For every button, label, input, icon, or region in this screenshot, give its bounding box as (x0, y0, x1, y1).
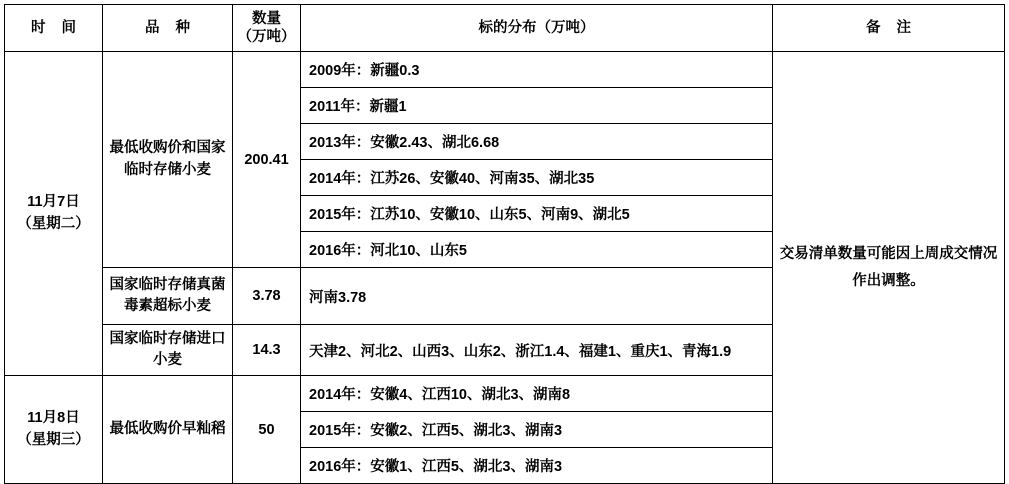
distribution-row (301, 448, 772, 483)
distribution-list (301, 448, 772, 483)
column-header-quantity-line1: 数量 (252, 10, 281, 27)
distribution-row (301, 52, 772, 88)
distribution-cell (301, 268, 773, 325)
distribution-row (301, 232, 772, 268)
distribution-item: 2009年：新疆0.3 (301, 52, 772, 88)
column-header-quantity (233, 5, 301, 52)
distribution-row (301, 412, 772, 447)
column-header-distribution (301, 5, 773, 52)
quantity-cell: 3.78 (233, 268, 301, 325)
variety-name-cell: 国家临时存储进口小麦 (103, 325, 233, 376)
column-header-time (5, 5, 103, 52)
date-day2-line2: （星期三） (17, 431, 90, 448)
variety-name-cell: 最低收购价和国家临时存储小麦 (103, 52, 233, 268)
distribution-list (301, 325, 772, 375)
distribution-item: 2014年：安徽4、江西10、湖北3、湖南8 (309, 387, 571, 403)
distribution-row (301, 88, 772, 124)
distribution-list (301, 412, 772, 447)
distribution-item: 2016年：安徽1、江西5、湖北3、湖南3 (309, 459, 563, 475)
distribution-list (301, 52, 772, 267)
date-cell-day1 (5, 52, 103, 376)
quantity-cell: 50 (233, 376, 301, 484)
variety-name-cell: 最低收购价早籼稻 (103, 376, 233, 484)
column-header-remark-label: 备 注 (865, 19, 918, 36)
column-header-variety-label: 品 种 (144, 19, 197, 36)
variety-name-cell: 国家临时存储真菌毒素超标小麦 (103, 268, 233, 325)
distribution-row (301, 160, 772, 196)
distribution-cell (301, 412, 773, 448)
distribution-list (301, 268, 772, 324)
document-sheet (0, 4, 1009, 475)
distribution-item: 天津2、河北2、山西3、山东2、浙江1.4、福建1、重庆1、青海1.9 (309, 343, 732, 360)
distribution-row (301, 124, 772, 160)
distribution-row (301, 376, 772, 411)
distribution-list (301, 376, 772, 411)
date-day1-line1: 11月7日 (27, 194, 80, 211)
distribution-item: 河南3.78 (309, 289, 367, 306)
date-cell-day2 (5, 376, 103, 484)
remark-cell: 交易清单数量可能因上周成交情况作出调整。 (773, 52, 1005, 484)
distribution-item: 2015年：江苏10、安徽10、山东5、河南9、湖北5 (301, 196, 772, 232)
header-row (5, 5, 1005, 52)
distribution-item: 2014年：江苏26、安徽40、河南35、湖北35 (301, 160, 772, 196)
distribution-cell (301, 376, 773, 412)
quantity-cell: 14.3 (233, 325, 301, 376)
distribution-item: 2015年：安徽2、江西5、湖北3、湖南3 (309, 423, 563, 439)
auction-schedule-table (4, 4, 1005, 484)
table-header (5, 5, 1005, 52)
table-body (5, 52, 1005, 484)
table-row (5, 52, 1005, 268)
distribution-cell (301, 448, 773, 484)
column-header-remark (773, 5, 1005, 52)
distribution-row (301, 196, 772, 232)
distribution-row (301, 325, 772, 375)
distribution-item: 2016年：河北10、山东5 (309, 243, 467, 259)
date-day2-line1: 11月8日 (27, 410, 80, 427)
quantity-cell: 200.41 (233, 52, 301, 268)
column-header-distribution-label: 标的分布（万吨） (478, 19, 595, 36)
distribution-item: 2013年：安徽2.43、湖北6.68 (301, 124, 772, 160)
distribution-cell (301, 325, 773, 376)
date-day1-line2: （星期二） (17, 215, 90, 232)
column-header-quantity-line2: （万吨） (237, 29, 296, 45)
column-header-variety (103, 5, 233, 52)
distribution-row (301, 268, 772, 324)
distribution-cell (301, 52, 773, 268)
column-header-time-label: 时 间 (30, 19, 83, 36)
distribution-item: 2011年：新疆1 (301, 88, 772, 124)
